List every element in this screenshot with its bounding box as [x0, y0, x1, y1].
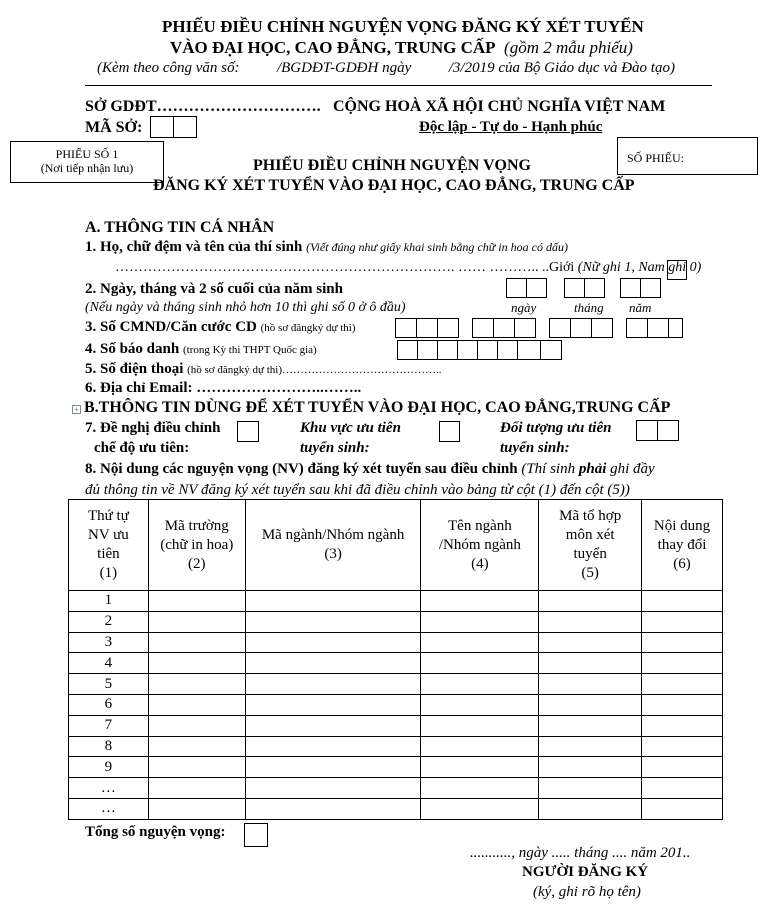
entry-cell[interactable] [421, 757, 539, 778]
field-1-note: (Viết đúng như giấy khai sinh bằng chữ in hoa có dấu) [306, 240, 568, 254]
field-3-note: (hồ sơ đăngký dự thi) [260, 322, 356, 334]
entry-cell[interactable] [245, 611, 421, 632]
entry-cell[interactable] [148, 694, 245, 715]
table-row [69, 632, 723, 653]
so-phieu-label: SỐ PHIẾU: [627, 151, 685, 165]
sbd-box-5[interactable] [477, 340, 498, 360]
field-3 [85, 319, 356, 336]
field-2-note: (Nếu ngày và tháng sinh nhỏ hơn 10 thì ghi số 0 ở ô đầu) [85, 300, 406, 315]
entry-cell[interactable] [642, 778, 723, 799]
dob-day-box-2[interactable] [526, 278, 547, 298]
field-3-label: 3. Số CMND/Căn cước CD [85, 319, 257, 335]
entry-cell[interactable] [148, 736, 245, 757]
field-1-line [115, 260, 701, 276]
row-number-cell[interactable]: 5 [69, 674, 149, 695]
row-number-cell[interactable]: 9 [69, 757, 149, 778]
entry-cell[interactable] [642, 757, 723, 778]
field-5-note[interactable]: (hồ sơ đăngký dự thi)…………………………………….. [187, 364, 442, 376]
entry-cell[interactable] [421, 591, 539, 612]
entry-cell[interactable] [148, 757, 245, 778]
cmnd-box-6[interactable] [514, 318, 536, 338]
col-header-1: Thứ tự NV ưu tiên (1) [69, 500, 149, 591]
entry-cell[interactable] [245, 778, 421, 799]
section-a-heading: A. THÔNG TIN CÁ NHÂN [85, 219, 275, 236]
entry-cell[interactable] [421, 674, 539, 695]
entry-cell[interactable] [421, 611, 539, 632]
field-4-label: 4. Số báo danh [85, 341, 180, 357]
entry-cell[interactable] [148, 674, 245, 695]
entry-cell[interactable] [539, 778, 642, 799]
row-number-cell[interactable]: … [69, 798, 149, 819]
entry-cell[interactable] [245, 798, 421, 819]
field-1 [85, 239, 568, 256]
entry-cell[interactable] [245, 674, 421, 695]
so-phieu-box[interactable] [617, 137, 758, 175]
cmnd-box-4[interactable] [472, 318, 494, 338]
sign-note: (ký, ghi rõ họ tên) [533, 884, 641, 900]
entry-cell[interactable] [421, 715, 539, 736]
field-7-box[interactable] [237, 421, 259, 442]
entry-cell[interactable] [148, 632, 245, 653]
entry-cell[interactable] [148, 591, 245, 612]
doi-tuong-line2: tuyển sinh: [500, 440, 570, 456]
sbd-box-2[interactable] [417, 340, 438, 360]
row-number-cell[interactable]: 7 [69, 715, 149, 736]
signer-title: NGƯỜI ĐĂNG KÝ [522, 864, 649, 880]
table-move-handle[interactable]: + [72, 405, 81, 414]
sbd-box-1[interactable] [397, 340, 418, 360]
field-8-label: 8. Nội dung các nguyện vọng (NV) đăng ký xét tuyển sau điều chỉnh [85, 461, 518, 477]
entry-cell[interactable] [245, 653, 421, 674]
entry-cell[interactable] [421, 632, 539, 653]
sbd-box-6[interactable] [497, 340, 518, 360]
entry-cell[interactable] [539, 715, 642, 736]
entry-cell[interactable] [642, 632, 723, 653]
form-title1: PHIẾU ĐIỀU CHỈNH NGUYỆN VỌNG [253, 157, 531, 174]
table-row [69, 694, 723, 715]
row-number-cell[interactable]: 2 [69, 611, 149, 632]
thang-label: tháng [574, 300, 604, 315]
entry-cell[interactable] [245, 715, 421, 736]
entry-cell[interactable] [245, 736, 421, 757]
cmnd-box-8[interactable] [570, 318, 592, 338]
cmnd-box-1[interactable] [395, 318, 417, 338]
phieu-so-note: (Nơi tiếp nhận lưu) [40, 161, 134, 175]
table-row [69, 757, 723, 778]
col-header-4: Tên ngành /Nhóm ngành (4) [421, 500, 539, 591]
field-1-dots[interactable]: ………………………………………………………………. …… ……….. .. [115, 260, 549, 275]
entry-cell[interactable] [642, 715, 723, 736]
cmnd-box-7[interactable] [549, 318, 571, 338]
motto: Độc lập - Tự do - Hạnh phúc [419, 119, 603, 135]
khu-vuc-line2: tuyển sinh: [300, 440, 370, 456]
dob-year-box-2[interactable] [640, 278, 661, 298]
field-8-line2: đủ thông tin về NV đăng ký xét tuyển sau khi đã điều chỉnh vào bảng từ cột (1) đến cột (5)) [85, 482, 630, 498]
phieu-so-box [10, 141, 164, 183]
entry-cell[interactable] [642, 611, 723, 632]
gioi-label: Giới [549, 260, 575, 275]
sbd-box-3[interactable] [437, 340, 458, 360]
nam-label: năm [629, 300, 652, 315]
gioi-note: (Nữ ghi 1, Nam ghi 0) [577, 260, 702, 275]
entry-cell[interactable] [148, 798, 245, 819]
cmnd-box-3[interactable] [437, 318, 459, 338]
khu-vuc-box[interactable] [439, 421, 460, 442]
field-8-note-b: ghi đầy [610, 461, 655, 477]
field-1-label: 1. Họ, chữ đệm và tên của thí sinh [85, 239, 303, 255]
entry-cell[interactable] [421, 778, 539, 799]
field-6-label[interactable]: 6. Địa chỉ Email: ……………………..…….. [85, 380, 362, 396]
entry-cell[interactable] [642, 674, 723, 695]
entry-cell[interactable] [148, 778, 245, 799]
entry-cell[interactable] [245, 632, 421, 653]
entry-cell[interactable] [245, 694, 421, 715]
col-header-3: Mã ngành/Nhóm ngành (3) [245, 500, 421, 591]
entry-cell[interactable] [539, 653, 642, 674]
doc-title-line2 [170, 38, 633, 58]
entry-cell[interactable] [421, 798, 539, 819]
form-title2: ĐĂNG KÝ XÉT TUYỂN VÀO ĐẠI HỌC, CAO ĐẲNG, TRUNG CẤP [153, 177, 635, 194]
ma-so-box-2[interactable] [173, 116, 197, 138]
doi-tuong-box-1[interactable] [636, 420, 658, 441]
entry-cell[interactable] [642, 694, 723, 715]
entry-cell[interactable] [539, 632, 642, 653]
nv-table-body [69, 591, 723, 820]
cmnd-box-11[interactable] [647, 318, 669, 338]
entry-cell[interactable] [539, 757, 642, 778]
dob-year-box-1[interactable] [620, 278, 641, 298]
field-7-line1: 7. Đề nghị điều chỉnh [85, 420, 221, 436]
entry-cell[interactable] [642, 653, 723, 674]
field-8-line1 [85, 461, 655, 478]
entry-cell[interactable] [539, 736, 642, 757]
entry-cell[interactable] [148, 715, 245, 736]
table-row [69, 736, 723, 757]
sbd-box-4[interactable] [457, 340, 478, 360]
field-5 [85, 361, 442, 378]
entry-cell[interactable] [539, 694, 642, 715]
ngay-label: ngày [511, 300, 537, 315]
khu-vuc-line1: Khu vực ưu tiên [300, 420, 401, 436]
col-header-5: Mã tổ hợp môn xét tuyển (5) [539, 500, 642, 591]
entry-cell[interactable] [421, 694, 539, 715]
nv-table-header [69, 500, 723, 591]
row-number-cell[interactable]: … [69, 778, 149, 799]
ma-so-label: MÃ SỞ: [85, 119, 143, 136]
so-gddt: SỞ GDĐT…………………………. [85, 98, 321, 115]
row-number-cell[interactable]: 4 [69, 653, 149, 674]
sbd-box-7[interactable] [517, 340, 541, 360]
dob-day-box-1[interactable] [506, 278, 527, 298]
header-rule [85, 85, 712, 86]
cmnd-box-12[interactable] [668, 318, 683, 338]
entry-cell[interactable] [148, 653, 245, 674]
doc-title-line2-text: VÀO ĐẠI HỌC, CAO ĐẲNG, TRUNG CẤP [170, 38, 496, 57]
field-8-note-a: (Thí sinh [521, 461, 576, 477]
field-4 [85, 341, 317, 358]
doi-tuong-box-2[interactable] [657, 420, 679, 441]
entry-cell[interactable] [421, 653, 539, 674]
field-8-note-bold: phải [578, 461, 607, 477]
entry-cell[interactable] [421, 736, 539, 757]
cmnd-box-5[interactable] [493, 318, 515, 338]
entry-cell[interactable] [539, 674, 642, 695]
total-box[interactable] [244, 823, 268, 847]
entry-cell[interactable] [642, 736, 723, 757]
ma-so-box-1[interactable] [150, 116, 174, 138]
section-b-heading: B.THÔNG TIN DÙNG ĐỂ XÉT TUYỂN VÀO ĐẠI HỌC, CAO ĐẲNG,TRUNG CẤP [84, 399, 671, 416]
col-header-6: Nội dung thay đổi (6) [642, 500, 723, 591]
doi-tuong-line1: Đối tượng ưu tiên [500, 420, 612, 436]
table-row [69, 778, 723, 799]
cmnd-box-2[interactable] [416, 318, 438, 338]
annex-note: (Kèm theo công văn số: /BGDĐT-GDĐH ngày /3/2019 của Bộ Giáo dục và Đào tạo) [97, 60, 675, 76]
entry-cell[interactable] [245, 591, 421, 612]
entry-cell[interactable] [539, 591, 642, 612]
doc-title-line1: PHIẾU ĐIỀU CHỈNH NGUYỆN VỌNG ĐĂNG KÝ XÉT TUYỂN [162, 17, 644, 36]
total-label: Tổng số nguyện vọng: [85, 824, 226, 840]
dob-month-box-1[interactable] [564, 278, 585, 298]
nv-table [68, 499, 723, 820]
field-4-note: (trong Kỳ thi THPT Quốc gia) [182, 344, 317, 356]
doc-title-note: (gồm 2 mẫu phiếu) [504, 38, 633, 57]
field-5-label: 5. Số điện thoại [85, 361, 184, 377]
col-header-2: Mã trường (chữ in hoa) (2) [148, 500, 245, 591]
table-row [69, 674, 723, 695]
entry-cell[interactable] [539, 611, 642, 632]
sbd-box-8[interactable] [540, 340, 562, 360]
table-row [69, 798, 723, 819]
dob-month-box-2[interactable] [584, 278, 605, 298]
country-name: CỘNG HOÀ XÃ HỘI CHỦ NGHĨA VIỆT NAM [333, 98, 666, 115]
entry-cell[interactable] [642, 798, 723, 819]
field-7-line2: chế độ ưu tiên: [94, 440, 190, 456]
table-row [69, 591, 723, 612]
phieu-so-label: PHIẾU SỐ 1 [55, 147, 119, 161]
entry-cell[interactable] [539, 798, 642, 819]
row-number-cell[interactable]: 6 [69, 694, 149, 715]
cmnd-box-10[interactable] [626, 318, 648, 338]
sign-date: ..........., ngày ..... tháng .... năm 201.. [470, 845, 691, 861]
entry-cell[interactable] [148, 611, 245, 632]
field-2-label: 2. Ngày, tháng và 2 số cuối của năm sinh [85, 281, 343, 297]
table-row [69, 611, 723, 632]
row-number-cell[interactable]: 3 [69, 632, 149, 653]
row-number-cell[interactable]: 8 [69, 736, 149, 757]
table-row [69, 715, 723, 736]
entry-cell[interactable] [642, 591, 723, 612]
entry-cell[interactable] [245, 757, 421, 778]
row-number-cell[interactable]: 1 [69, 591, 149, 612]
table-row [69, 653, 723, 674]
gioi-box[interactable] [667, 260, 687, 280]
cmnd-box-9[interactable] [591, 318, 613, 338]
